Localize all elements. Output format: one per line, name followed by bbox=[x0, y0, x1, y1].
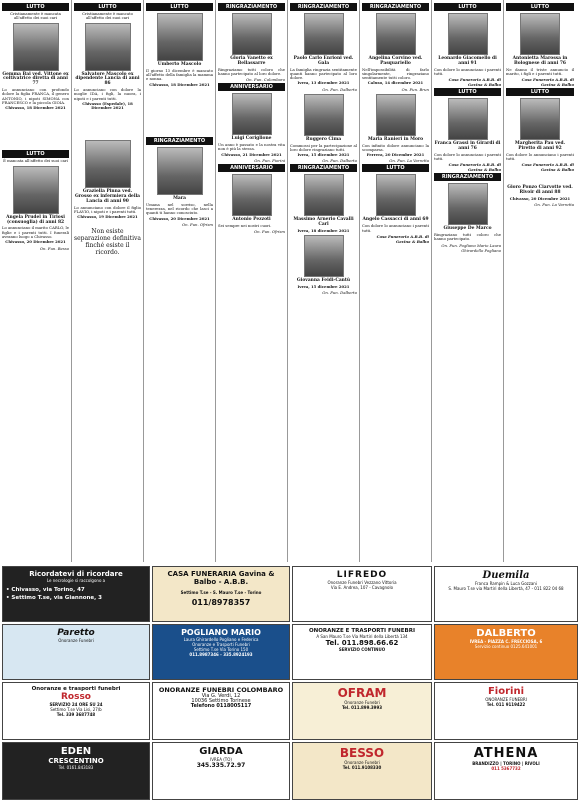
column-7 bbox=[432, 0, 504, 562]
notice-header: RINGRAZIAMENTO bbox=[146, 137, 213, 145]
ad-phone: Tel. 0161.843183 bbox=[58, 765, 94, 770]
notice-text: La famiglia ringrazia sentitamente quanti hanno partecipato al loro dolore. bbox=[290, 66, 357, 81]
ad-city: CRESCENTINO bbox=[48, 757, 104, 765]
notice-text: Con dolore lo annunciano i parenti tutti. bbox=[434, 66, 501, 76]
ad-title: OFRAM bbox=[337, 686, 387, 700]
deceased-name: Franca Grassi in Girardi di anni 76 bbox=[434, 141, 501, 151]
portrait-photo bbox=[304, 174, 344, 216]
ad-address-1: • Chivasso, via Torino, 47 bbox=[6, 587, 85, 593]
column-8 bbox=[504, 0, 576, 562]
portrait-photo bbox=[520, 13, 560, 55]
portrait-photo bbox=[448, 183, 488, 225]
notice-header: LUTTO bbox=[2, 150, 69, 158]
column-4 bbox=[216, 0, 288, 562]
ad-address: A San Mauro T.se Via Martiri della Libertà 134 bbox=[316, 634, 408, 639]
notice-date: Caluso, 14 dicembre 2021 bbox=[367, 80, 424, 86]
ad-subtitle: Onoranze Funebri bbox=[344, 760, 380, 765]
notice-header: LUTTO bbox=[146, 3, 213, 11]
notice-text: Umana nel sorriso, nella tenerezza, nel ricordo che lasci a quanti ti hanno conosciuto. bbox=[146, 201, 213, 216]
ad-phone: Tel. 011.898.66.62 bbox=[325, 639, 399, 647]
notice-header: ANNIVERSARIO bbox=[218, 164, 285, 172]
notice-date: Ivrea, 15 dicembre 2021 bbox=[297, 152, 350, 158]
portrait-photo bbox=[304, 235, 344, 277]
ad-besso bbox=[292, 742, 432, 800]
ad-title: GIARDA bbox=[199, 746, 243, 757]
portrait-photo bbox=[304, 94, 344, 136]
ad-athena bbox=[434, 742, 578, 800]
deceased-name: Antonietta Marossa in Bolognese di anni 76 bbox=[512, 56, 568, 66]
ad-phone: 011/8978357 bbox=[191, 598, 251, 607]
funeral-home-signature: On. Fun. Dalberto bbox=[322, 290, 357, 296]
portrait-photo bbox=[448, 13, 488, 55]
funeral-home-signature: On. Fun. Dalberto bbox=[322, 86, 357, 92]
ad-phone: 011.8987346 - 335.8924193 bbox=[189, 652, 253, 657]
ad-title: Fiorini bbox=[487, 686, 525, 697]
notice-header: LUTTO bbox=[434, 3, 501, 11]
ad-duemila bbox=[434, 566, 578, 622]
ad-lifredo bbox=[292, 566, 432, 622]
funeral-home-signature: Casa Funeraria A.B.B. di Gavina & Balbo bbox=[448, 162, 501, 173]
portrait-photo bbox=[376, 13, 416, 55]
funeral-home-signature: On. Fun. Ofrism bbox=[253, 228, 285, 234]
ad-title: EDEN bbox=[60, 746, 92, 757]
notice-text: Lo annunciano con dolore il figlio FLAVIO, i nipoti e i parenti tutti. bbox=[74, 204, 141, 215]
funeral-home-signature: On. Fun. Dalberto bbox=[322, 158, 357, 164]
ad-colombaro bbox=[152, 682, 290, 740]
ad-dalberto bbox=[434, 624, 578, 680]
ad-address: Settimo T.se Via Torino 150 bbox=[193, 647, 249, 652]
notice-date: Chivasso, 20 Dicembre 2021 bbox=[509, 195, 571, 201]
notice-text: Nell'impossibilità di farlo singolarmente, ringraziano sentitamente tutti coloro. bbox=[362, 66, 429, 81]
ad-subtitle: Le necrologie si raccolgono a bbox=[46, 578, 106, 583]
ad-ricordatevi bbox=[2, 566, 150, 622]
funeral-home-signature: Casa Funeraria A.B.B. di Gavina & Balbo bbox=[376, 233, 429, 244]
deceased-name: Angelina Corvino ved. Pasquariello bbox=[368, 56, 423, 66]
ad-fiorini bbox=[434, 682, 578, 740]
deceased-name: Massimo Arnerio Cavalli Carl bbox=[293, 217, 354, 228]
deceased-name: Margherita Pau ved. Piretto di anni 92 bbox=[514, 141, 566, 151]
deceased-name: Salvatore Mascolo ex dipendente Lancia di anni 86 bbox=[75, 71, 140, 87]
deceased-name: Gemma Bai ved. Vittone ex coltivatrice diretta di anni 77 bbox=[2, 71, 69, 87]
notice-text: Ringraziano tutti coloro che hanno partecipato. bbox=[434, 232, 501, 242]
deceased-name: Gioro Ponzo Ciarvotte ved. Rivoir di anni 88 bbox=[507, 185, 573, 196]
notice-header: LUTTO bbox=[2, 3, 69, 11]
deceased-name: Antonio Pezzoti bbox=[232, 216, 271, 222]
column-5 bbox=[288, 0, 360, 562]
column-2 bbox=[72, 0, 144, 562]
notice-date: Chivasso, 18 Dicembre 2021 bbox=[5, 105, 66, 111]
ad-city: IVREA (TO) bbox=[210, 757, 232, 762]
ad-city: 10036 Settimo Torinese bbox=[191, 698, 251, 704]
ad-onoranze-trasporti bbox=[292, 624, 432, 680]
notice-header: RINGRAZIAMENTO bbox=[290, 3, 357, 11]
portrait-photo bbox=[520, 98, 560, 140]
notice-date: Chivasso, 18 Dicembre 2021 bbox=[149, 81, 210, 87]
ad-title: DALBERTO bbox=[476, 628, 536, 639]
ad-address: IVREA - PIAZZA C. FRECCIOSA, 6 bbox=[469, 639, 543, 644]
ad-address: Via E. Andrea, 107 - Cavagnolo bbox=[330, 585, 394, 590]
ad-phone: Tel. 011.9108330 bbox=[342, 765, 382, 770]
notice-text: Sei sempre nei nostri cuori. bbox=[218, 222, 272, 228]
notice-date: Chivasso, 20 Dicembre 2021 bbox=[5, 239, 66, 245]
portrait-photo bbox=[232, 93, 272, 135]
notice-header: LUTTO bbox=[506, 3, 574, 11]
deceased-name: Giovanna Feidi-Cantù bbox=[296, 278, 351, 284]
notice-header: ANNIVERSARIO bbox=[218, 83, 285, 91]
funeral-home-signature: On. Fun. Besso bbox=[39, 245, 69, 251]
portrait-photo bbox=[304, 13, 344, 55]
ad-title: Paretto bbox=[57, 628, 95, 638]
notice-header: LUTTO bbox=[74, 3, 141, 11]
ad-subtitle: BRANDIZZO | TORINO | RIVOLI bbox=[472, 761, 540, 766]
notice-date: Ivrea, 13 dicembre 2021 bbox=[297, 80, 350, 86]
notice-date: Ivrea, 15 dicembre 2021 bbox=[297, 284, 350, 290]
ad-title: ONORANZE E TRASPORTI FUNEBRI bbox=[308, 628, 416, 634]
notice-text: Ringraziamo tutti coloro che hanno partecipato al loro dolore. bbox=[218, 66, 285, 76]
portrait-photo bbox=[448, 98, 488, 140]
ad-subtitle: Settimo T.se - S. Mauro T.se - Torino bbox=[180, 590, 262, 595]
deceased-name: Gloria Vanetto ex Bellassarre bbox=[230, 56, 273, 66]
funeral-home-signature: On. Fun. Fiorini bbox=[254, 157, 285, 163]
ad-title: Duemila bbox=[482, 570, 530, 581]
ad-title: POGLIANO MARIO bbox=[181, 628, 261, 637]
ad-phone: Tel. 339 3687748 bbox=[56, 712, 96, 717]
notice-text: Lo annunciano con dolore la moglie IDA, i figli, la nuora, i nipoti e i parenti tutti. bbox=[74, 86, 141, 101]
ad-rosso bbox=[2, 682, 150, 740]
deceased-name: Paolo Carlo Enrioni ved. Gala bbox=[293, 56, 354, 66]
deceased-name: Maria Ranieri in Moro bbox=[367, 136, 424, 142]
portrait-photo bbox=[13, 166, 59, 214]
ad-address: Settimo T.se Via Lisi, 27/b bbox=[50, 707, 102, 712]
deceased-name: Ruggero Cima bbox=[305, 136, 342, 142]
funeral-home-signature: Casa Funeraria A.B.B. di Gavina & Balbo bbox=[448, 77, 501, 88]
portrait-photo bbox=[85, 140, 131, 188]
notice-intro: Cristianamente è mancato all'affetto dei suoi cari bbox=[82, 11, 133, 21]
ad-title: BESSO bbox=[339, 746, 385, 760]
ad-phone: Servizio continuo 0125.641001 bbox=[474, 644, 538, 649]
notice-intro: Cristianamente è mancata all'affetto dei suoi cari bbox=[10, 11, 61, 21]
ad-subtitle: ONORANZE FUNEBRI bbox=[485, 697, 527, 702]
ad-brand: Rosso bbox=[60, 692, 91, 702]
funeral-home-signature: Casa Funeraria A.B.B. di Gavina & Balbo bbox=[521, 77, 574, 88]
ad-address: Via G. Verdi, 12 bbox=[201, 693, 241, 699]
column-6 bbox=[360, 0, 432, 562]
ad-subtitle: SERVIZIO CONTINUO bbox=[338, 647, 386, 652]
notice-text: Con infinito dolore annunciano la scomparsa. bbox=[362, 142, 429, 152]
deceased-name: Luigi Coriglione bbox=[231, 136, 272, 142]
ad-subtitle: Onoranze Funebri bbox=[58, 638, 94, 643]
deceased-name: Umberto Mascolo bbox=[157, 62, 202, 67]
deceased-name: Giuseppe De Marco bbox=[443, 226, 492, 232]
ad-subtitle: Onoranze Funebri Vezzano Vittoria bbox=[327, 580, 397, 585]
funeral-home-signature: On. Fun. Pogliano Mario Laura Ghirardello Pogliano bbox=[441, 242, 501, 253]
notice-text: Lo annunciano il marito CARLO, le figlie e i parenti tutti. I funerali avranno luogo a Chivasso. bbox=[2, 225, 69, 239]
ad-phone: 011 5367732 bbox=[491, 766, 521, 771]
column-1 bbox=[0, 0, 72, 562]
ad-subtitle: SERVIZIO 24 ORE SU 24 bbox=[49, 702, 103, 707]
notice-text: Un anno è passato e la nostra vita non è più la stessa. bbox=[218, 141, 285, 152]
ad-giarda bbox=[152, 742, 290, 800]
ad-pogliano bbox=[152, 624, 290, 680]
portrait-photo bbox=[157, 147, 203, 195]
funeral-home-signature: On. Fun. Ofrism bbox=[181, 221, 213, 227]
notice-date: Ivrea, 18 dicembre 2021 bbox=[297, 228, 350, 234]
ad-gavina-balbo bbox=[152, 566, 290, 622]
ad-subtitle: Laura Ghirardello Pogliano e Federica bbox=[183, 637, 259, 642]
portrait-photo bbox=[376, 174, 416, 216]
ad-phone: Tel. 011.899.3993 bbox=[341, 705, 383, 710]
funeral-home-signature: Casa Funeraria A.B.B. di Gavina & Balbo bbox=[521, 162, 574, 173]
ad-subtitle: Onoranze Funebri bbox=[344, 700, 380, 705]
deceased-name: Angelo Cassacci di anni 69 bbox=[362, 217, 429, 223]
notice-date: Ferrera, 20 Dicembre 2021 bbox=[366, 152, 425, 158]
memorial-quote: Non esiste separazione definitiva finché esiste il ricordo. bbox=[74, 227, 141, 256]
ad-subtitle: Franca Rampin & Luca Gozzani bbox=[475, 581, 537, 586]
funeral-home-signature: On. Fun. Brun bbox=[401, 86, 429, 92]
notice-date: Chivasso (Espedale), 18 Dicembre 2021 bbox=[82, 100, 133, 111]
ad-title: CASA FUNERARIA Gavina & Balbo - A.B.B. bbox=[167, 570, 275, 586]
notice-text: Con dolore lo annunciano i parenti tutti. bbox=[506, 151, 574, 162]
ad-title: ONORANZE FUNEBRI COLOMBARO bbox=[158, 686, 284, 694]
ad-eden bbox=[2, 742, 150, 800]
ad-title: LIFREDO bbox=[336, 570, 388, 580]
portrait-photo bbox=[232, 13, 272, 55]
notice-header: LUTTO bbox=[434, 88, 501, 96]
portrait-photo bbox=[13, 23, 59, 71]
portrait-photo bbox=[232, 174, 272, 216]
ad-phone: Telefono 0118005117 bbox=[190, 703, 252, 709]
notice-header: RINGRAZIAMENTO bbox=[218, 3, 285, 11]
notice-header: RINGRAZIAMENTO bbox=[290, 164, 357, 172]
funeral-home-signature: On. Fun. Colombaro bbox=[246, 77, 285, 83]
notice-text: Ne danno il triste annuncio il marito, i figli e i parenti tutti. bbox=[506, 66, 574, 76]
notice-header: RINGRAZIAMENTO bbox=[362, 3, 429, 11]
notice-text: Lo annunciano con profondo dolore la figlia FRANCA, il genero ANTONIO, i nipoti SIMONA con FRANCESCO e la piccola GIOIA. bbox=[2, 86, 69, 105]
ad-title: Onoranze e trasporti funebri bbox=[31, 686, 121, 692]
ad-paretto bbox=[2, 624, 150, 680]
deceased-name: Angela Prudel in Tiriosi (consuoglia) di anni 82 bbox=[6, 214, 65, 225]
funeral-home-signature: On. Fun. La Varretta bbox=[534, 202, 574, 208]
portrait-photo bbox=[376, 94, 416, 136]
notice-text: Con dolore lo annunciano i parenti tutti. bbox=[434, 151, 501, 162]
ad-title: ATHENA bbox=[473, 746, 539, 761]
portrait-photo bbox=[85, 23, 131, 71]
notice-header: LUTTO bbox=[362, 164, 429, 172]
deceased-name: Leonardo Giacomello di anni 91 bbox=[438, 56, 497, 66]
funeral-home-signature: On. Fun. La Varretta bbox=[389, 158, 429, 164]
ad-address-2: • Settimo T.se, via Giannone, 3 bbox=[6, 595, 102, 601]
deceased-name: Graziella Pinna ved. Grosso ex infermiera della Lancia di anni 90 bbox=[74, 189, 141, 205]
ad-subtitle-2: Onoranze e Trasporti Funebri bbox=[192, 642, 250, 647]
notice-date: Chivasso, 21 Dicembre 2021 bbox=[221, 151, 282, 157]
notice-text: Con dolore lo annunciano i parenti tutti. bbox=[362, 223, 429, 233]
notice-header: LUTTO bbox=[506, 88, 574, 96]
portrait-photo bbox=[157, 13, 203, 61]
ad-address: S. Mauro T.se via Martiri della Libertà, 47 - 011 822 04 68 bbox=[448, 586, 564, 591]
notice-intro: È mancata all'affetto dei suoi cari bbox=[3, 158, 68, 164]
notice-date: Chivasso, 20 Dicembre 2021 bbox=[149, 215, 210, 221]
ad-phone: Tel. 011 9119422 bbox=[486, 702, 526, 707]
advertisements bbox=[0, 562, 580, 804]
ad-phone: 345.335.72.97 bbox=[196, 762, 246, 769]
notice-text: Il giorno 13 dicembre è mancato all'affetto della famiglia la mamma e nonna. bbox=[146, 67, 213, 82]
ad-ofram bbox=[292, 682, 432, 740]
notice-date: Chivasso, 19 Dicembre 2021 bbox=[77, 214, 138, 220]
column-3 bbox=[144, 0, 216, 562]
ad-title: Ricordatevi di ricordare bbox=[29, 570, 123, 578]
notice-text: Commossi per la partecipazione al loro dolore ringraziano tutti. bbox=[290, 142, 357, 152]
deceased-name: Mara bbox=[173, 195, 186, 201]
notice-header: RINGRAZIAMENTO bbox=[434, 173, 501, 181]
